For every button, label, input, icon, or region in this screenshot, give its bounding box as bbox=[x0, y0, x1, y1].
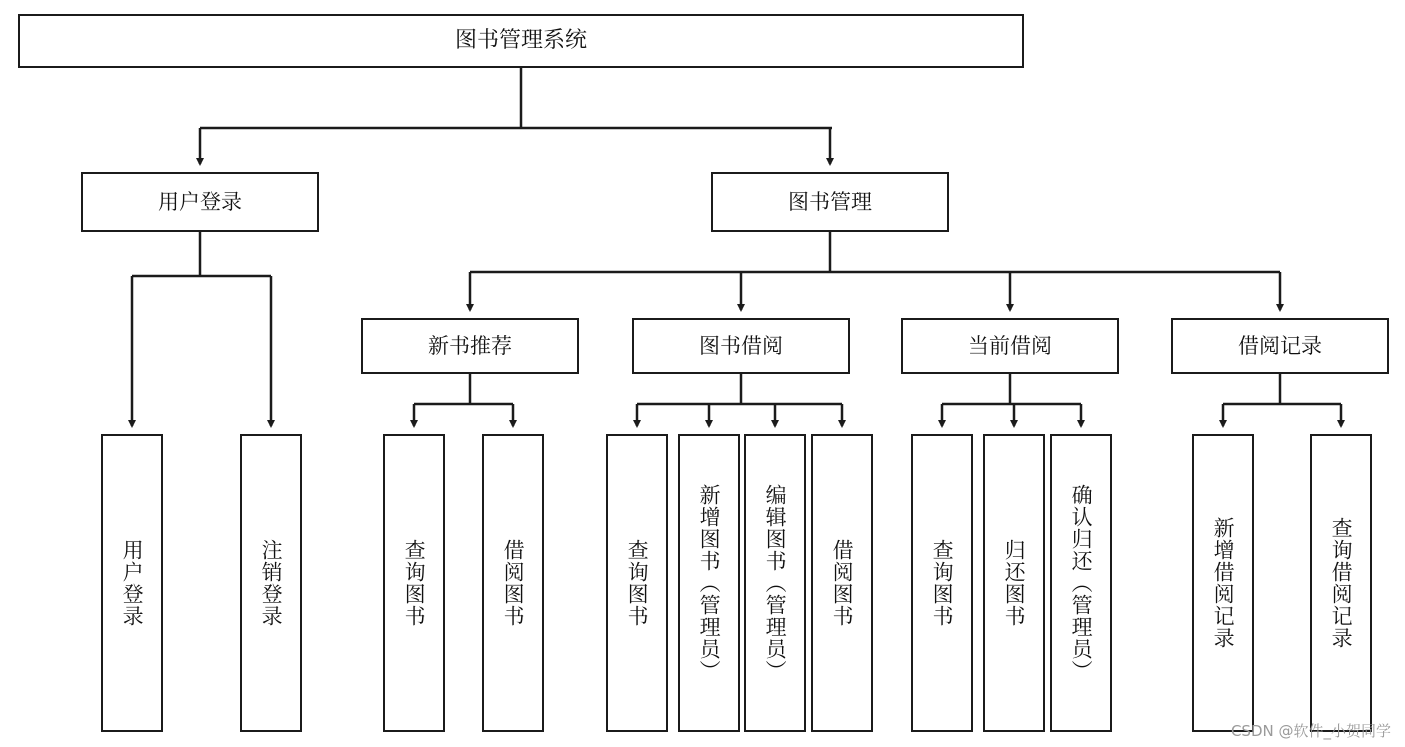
node-book-borrow bbox=[632, 318, 850, 374]
node-label: 图书借阅 bbox=[699, 333, 783, 358]
node-current-borrow bbox=[901, 318, 1119, 374]
node-leaf-query-book-1 bbox=[383, 434, 445, 732]
node-label: 确认归还（管理员） bbox=[1069, 484, 1094, 682]
node-label: 归还图书 bbox=[1002, 539, 1027, 627]
node-leaf-logout bbox=[240, 434, 302, 732]
node-label: 新书推荐 bbox=[428, 333, 512, 358]
node-leaf-borrow-book-1 bbox=[482, 434, 544, 732]
node-label: 当前借阅 bbox=[968, 333, 1052, 358]
node-label: 用户登录 bbox=[120, 539, 145, 627]
node-book-management bbox=[711, 172, 949, 232]
node-label: 图书管理 bbox=[788, 189, 872, 214]
node-user-login bbox=[81, 172, 319, 232]
node-label: 借阅图书 bbox=[501, 539, 526, 627]
node-borrow-records bbox=[1171, 318, 1389, 374]
node-new-book-recommend bbox=[361, 318, 579, 374]
node-label: 查询图书 bbox=[402, 539, 427, 627]
node-leaf-query-record bbox=[1310, 434, 1372, 732]
node-leaf-confirm-return bbox=[1050, 434, 1112, 732]
node-leaf-borrow-book-2 bbox=[811, 434, 873, 732]
node-label: 借阅图书 bbox=[830, 539, 855, 627]
node-label: 注销登录 bbox=[259, 539, 284, 627]
node-root bbox=[18, 14, 1024, 68]
node-label: 借阅记录 bbox=[1238, 333, 1322, 358]
watermark: CSDN @软件_小贺同学 bbox=[1230, 722, 1391, 740]
node-label: 查询图书 bbox=[930, 539, 955, 627]
node-label: 用户登录 bbox=[158, 189, 242, 214]
node-label: 查询借阅记录 bbox=[1329, 517, 1354, 649]
node-label: 图书管理系统 bbox=[454, 28, 587, 54]
node-leaf-return-book bbox=[983, 434, 1045, 732]
node-label: 查询图书 bbox=[625, 539, 650, 627]
node-label: 新增借阅记录 bbox=[1211, 517, 1236, 649]
node-leaf-add-record bbox=[1192, 434, 1254, 732]
node-leaf-user-login bbox=[101, 434, 163, 732]
node-leaf-query-book-2 bbox=[606, 434, 668, 732]
node-leaf-query-book-3 bbox=[911, 434, 973, 732]
node-leaf-edit-book bbox=[744, 434, 806, 732]
node-leaf-add-book bbox=[678, 434, 740, 732]
node-label: 编辑图书（管理员） bbox=[763, 484, 788, 682]
node-label: 新增图书（管理员） bbox=[697, 484, 722, 682]
